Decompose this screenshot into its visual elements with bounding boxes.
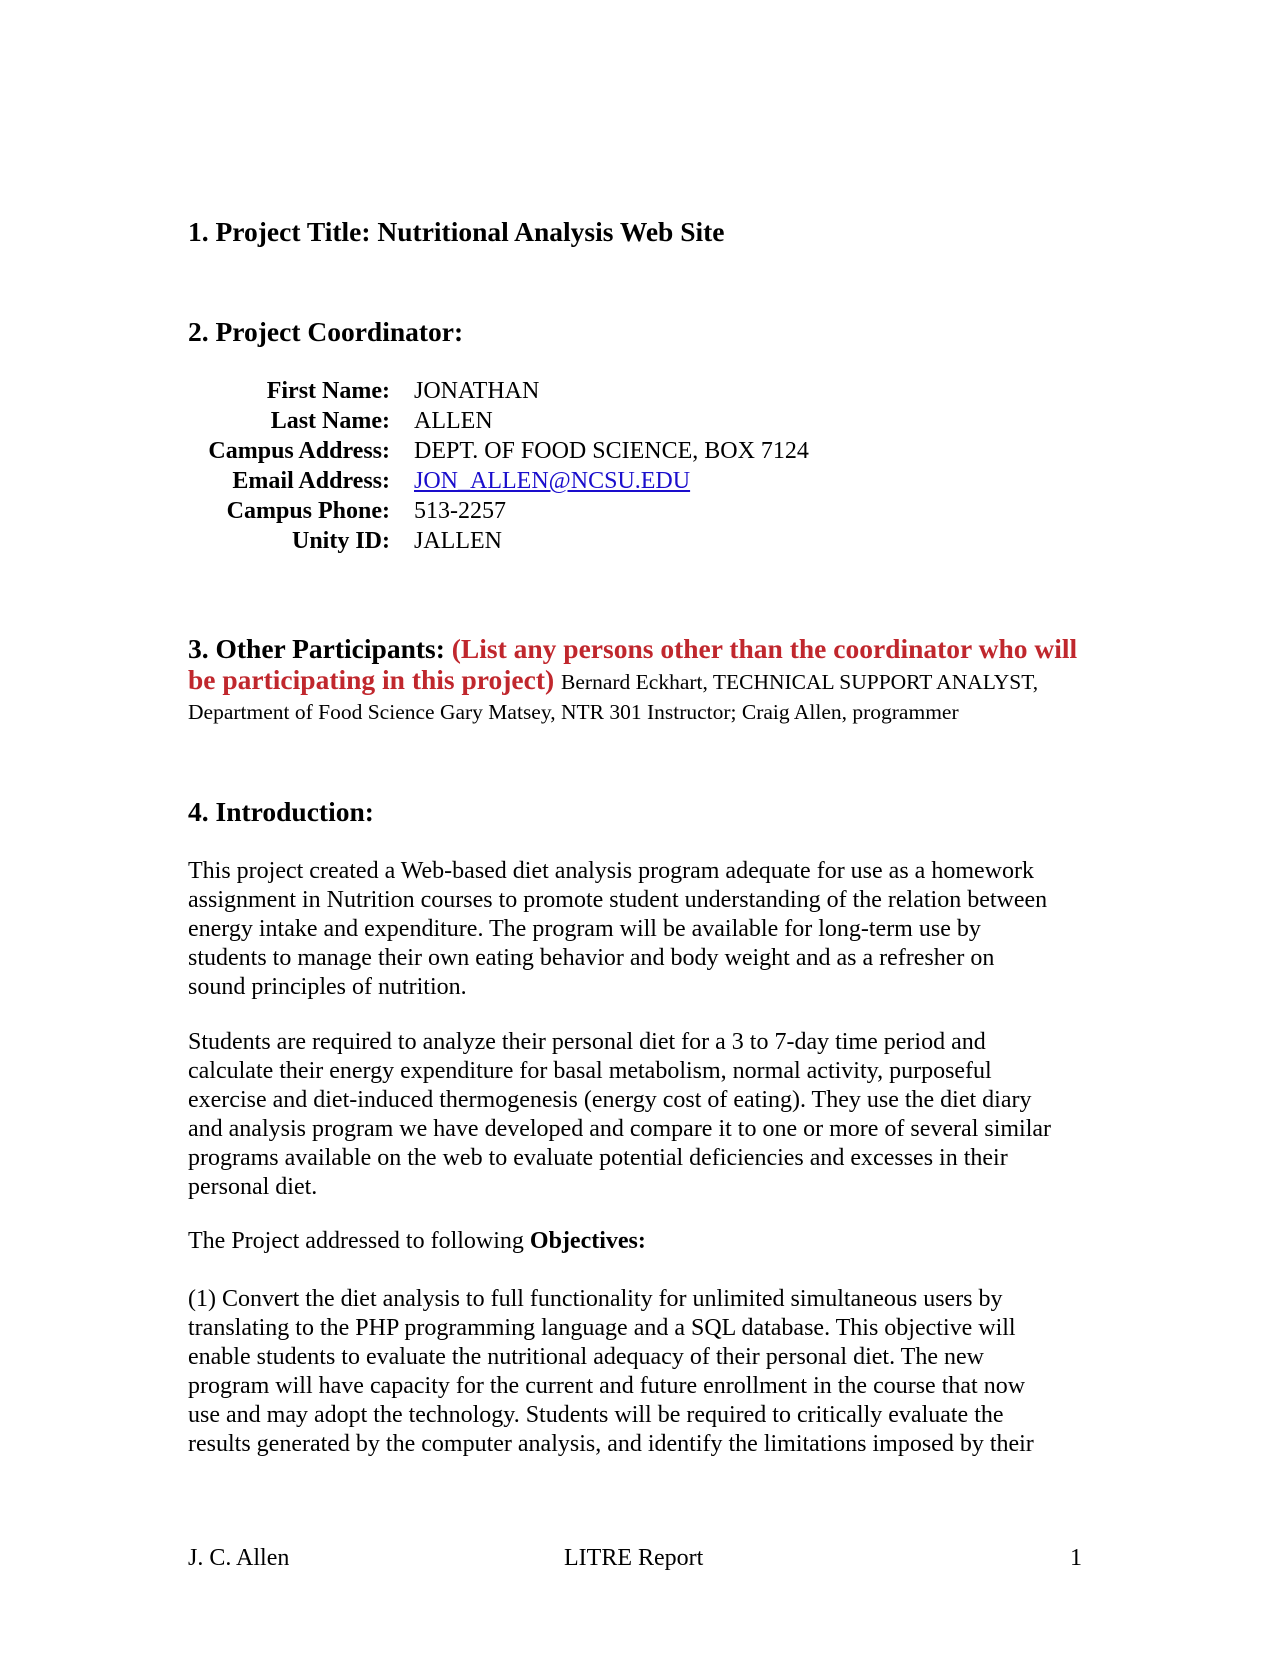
last-name-value: ALLEN (414, 408, 493, 434)
campus-address-label: Campus Address: (208, 438, 390, 464)
last-name-label: Last Name: (270, 408, 390, 434)
email-address-link[interactable]: JON_ALLEN@NCSU.EDU (414, 468, 691, 494)
paragraph-line: (1) Convert the diet analysis to full functionality for unlimited simultaneous users by (188, 1286, 1003, 1312)
coordinator-details-table (188, 376, 809, 556)
participants-names-line-2: Department of Food Science Gary Matsey, NTR 301 Instructor; Craig Allen, programmer (188, 700, 959, 724)
objectives-bold-label: Objectives: (529, 1228, 646, 1254)
paragraph-line: energy intake and expenditure. The program will be available for long-term use by (188, 916, 981, 942)
objective-1-paragraph (188, 1285, 1092, 1459)
paragraph-line: students to manage their own eating behavior and body weight and as a refresher on (188, 945, 995, 971)
document-page (188, 0, 1092, 1656)
unity-id-label: Unity ID: (291, 528, 390, 554)
objectives-lead-text: The Project addressed to following (188, 1228, 530, 1254)
coordinator-row-unity-id (188, 526, 809, 556)
participants-line-1 (188, 633, 1092, 664)
project-coordinator-heading: 2. Project Coordinator: (188, 316, 464, 347)
email-address-cell (390, 466, 809, 496)
coordinator-row-phone (188, 496, 809, 526)
paragraph-line: exercise and diet-induced thermogenesis (energy cost of eating). They use the diet diary (188, 1087, 1032, 1113)
first-name-value: JONATHAN (414, 378, 540, 404)
paragraph-line: program will have capacity for the current and future enrollment in the course that now (188, 1373, 1026, 1399)
coordinator-row-email (188, 466, 809, 496)
participants-note-part-1: (List any persons other than the coordinator who will (451, 633, 1078, 664)
paragraph-line: results generated by the computer analysis, and identify the limitations imposed by their (188, 1431, 1034, 1457)
campus-address-value: DEPT. OF FOOD SCIENCE, BOX 7124 (414, 438, 809, 464)
paragraph-line: and analysis program we have developed and compare it to one or more of several similar (188, 1116, 1052, 1142)
footer-author: J. C. Allen (188, 1545, 290, 1571)
coordinator-row-campus-address (188, 436, 809, 466)
introduction-paragraph-1 (188, 857, 1092, 1002)
email-address-label: Email Address: (232, 468, 390, 494)
paragraph-line: programs available on the web to evaluate potential deficiencies and excesses in their (188, 1145, 1008, 1171)
objectives-lead-paragraph (188, 1227, 1092, 1256)
paragraph-line: enable students to evaluate the nutritional adequacy of their personal diet. The new (188, 1344, 984, 1370)
paragraph-line: Students are required to analyze their personal diet for a 3 to 7-day time period and (188, 1029, 986, 1055)
footer-report-title: LITRE Report (564, 1545, 704, 1571)
paragraph-line: This project created a Web-based diet analysis program adequate for use as a homework (188, 858, 1034, 884)
coordinator-row-first-name (188, 376, 809, 406)
other-participants-heading: 3. Other Participants: (188, 633, 445, 664)
paragraph-line: assignment in Nutrition courses to promote student understanding of the relation between (188, 887, 1048, 913)
coordinator-row-last-name (188, 406, 809, 436)
participants-names-line-1: Bernard Eckhart, TECHNICAL SUPPORT ANALYST, (561, 670, 1039, 694)
paragraph-line: use and may adopt the technology. Students will be required to critically evaluate the (188, 1402, 1004, 1428)
project-title-heading: 1. Project Title: Nutritional Analysis Web Site (188, 216, 725, 247)
introduction-heading: 4. Introduction: (188, 796, 374, 827)
participants-note-part-2: be participating in this project) (188, 664, 555, 695)
campus-phone-label: Campus Phone: (226, 498, 390, 524)
unity-id-value: JALLEN (414, 528, 502, 554)
footer-page-number: 1 (1070, 1545, 1082, 1571)
participants-line-2 (188, 664, 1092, 698)
paragraph-line: translating to the PHP programming language and a SQL database. This objective will (188, 1315, 1016, 1341)
paragraph-line: personal diet. (188, 1174, 318, 1200)
paragraph-line: calculate their energy expenditure for basal metabolism, normal activity, purposeful (188, 1058, 992, 1084)
other-participants-section (188, 633, 1092, 726)
campus-phone-value: 513-2257 (414, 498, 506, 524)
paragraph-line: sound principles of nutrition. (188, 974, 467, 1000)
introduction-paragraph-2 (188, 1028, 1092, 1202)
first-name-label: First Name: (266, 378, 390, 404)
